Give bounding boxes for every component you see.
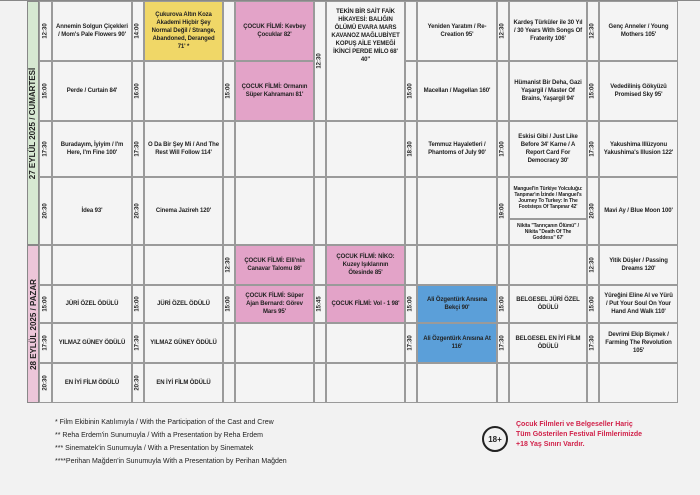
time-cell: 20:30 (39, 363, 52, 403)
time-cell: 12:30 (223, 245, 235, 285)
film-cell: Eskisi Gibi / Just Like Before 34' Karne / A Report Card For Democracy 30' (509, 121, 587, 177)
footnote: ** Reha Erdem'in Sunumuyla / With a Presentation by Reha Erdem (55, 432, 263, 439)
time-cell: 17:30 (132, 121, 144, 177)
film-cell: Perde / Curtain 84' (52, 61, 132, 121)
award-cell: YILMAZ GÜNEY ÖDÜLÜ (144, 323, 223, 363)
empty-cell (326, 121, 405, 177)
time-cell: 15:00 (405, 285, 417, 323)
time-cell: 15:00 (223, 285, 235, 323)
time-cell: 17:30 (587, 323, 599, 363)
age-limit-badge: 18+ (482, 426, 508, 452)
time-cell: 15:45 (314, 285, 326, 323)
children-film-cell: ÇOCUK FİLMİ: Kevbey Çocuklar 82' (235, 1, 314, 61)
film-cell: Annemin Solgun Çiçekleri / Mom's Pale Flowers 90' (52, 1, 132, 61)
film-cell: Cinema Jazireh 120' (144, 177, 223, 245)
time-cell: 12:30 (497, 1, 509, 61)
empty-cell (144, 245, 223, 285)
empty-cell (144, 61, 223, 121)
age-warning-line: Çocuk Filmleri ve Belgeseller Hariç (516, 421, 633, 428)
time-cell: 15:00 (39, 61, 52, 121)
time-cell: 20:30 (39, 177, 52, 245)
time-cell (405, 363, 417, 403)
day-label-sunday: 28 EYLÜL 2025 / PAZAR (27, 245, 39, 403)
empty-cell (599, 363, 678, 403)
time-cell: 15:00 (405, 61, 417, 121)
time-cell: 12:30 (39, 1, 52, 61)
film-cell: Macellan / Magellan 160' (417, 61, 497, 121)
children-film-cell: ÇOCUK FİLMİ: Elli'nin Canavar Talomu 86' (235, 245, 314, 285)
time-cell: 17:30 (587, 121, 599, 177)
award-cell: EN İYİ FİLM ÖDÜLÜ (144, 363, 223, 403)
empty-cell (326, 363, 405, 403)
empty-cell (509, 245, 587, 285)
time-cell: 15:00 (587, 285, 599, 323)
award-cell: BELGESEL JÜRİ ÖZEL ÖDÜLÜ (509, 285, 587, 323)
empty-cell (509, 363, 587, 403)
empty-cell (326, 323, 405, 363)
film-cell: Yakushima Illüzyonu Yakushima's Illusion 122' (599, 121, 678, 177)
film-cell: Devrimi Ekip Biçmek / Farming The Revolution 105' (599, 323, 678, 363)
empty-cell (417, 245, 497, 285)
tribute-film-cell: Ali Özgentürk Anısına At 116' (417, 323, 497, 363)
time-cell: 17:30 (39, 121, 52, 177)
time-cell: 17:30 (497, 323, 509, 363)
time-cell: 15:00 (587, 61, 599, 121)
age-warning-line: Tüm Gösterilen Festival Filmlerimizde (516, 431, 643, 438)
time-cell: 15:00 (132, 285, 144, 323)
award-cell: BELGESEL EN İYİ FİLM ÖDÜLÜ (509, 323, 587, 363)
time-cell: 15:00 (497, 285, 509, 323)
day-label-saturday: 27 EYLÜL 2025 / CUMARTESİ (27, 1, 39, 245)
film-cell: Yüreğini Eline Al ve Yürü / Put Your Soul On Your Hand And Walk 110' (599, 285, 678, 323)
children-film-cell: ÇOCUK FİLMİ: NİKO: Kuzey Işıklarının Ötesinde 85' (326, 245, 405, 285)
time-cell (314, 323, 326, 363)
time-cell (405, 1, 417, 61)
film-cell: Yeniden Yaratım / Re-Creation 95' (417, 1, 497, 61)
time-cell (223, 121, 235, 177)
award-cell: JÜRİ ÖZEL ÖDÜLÜ (144, 285, 223, 323)
time-cell: 17:30 (405, 323, 417, 363)
age-warning (516, 420, 686, 450)
time-cell (223, 1, 235, 61)
time-cell: 12:30 (314, 1, 326, 121)
time-cell (314, 177, 326, 245)
time-cell (223, 323, 235, 363)
time-cell: 20:30 (587, 177, 599, 245)
film-cell-highlight: Çukurova Altın Koza Akademi Hiçbir Şey Normal Değil / Strange, Abandoned, Deranged 71' * (144, 1, 223, 61)
children-film-cell: ÇOCUK FİLMİ: Ormanın Süper Kahramanı 81' (235, 61, 314, 121)
film-cell: İdea 93' (52, 177, 132, 245)
time-cell: 20:30 (132, 177, 144, 245)
award-cell: EN İYİ FİLM ÖDÜLÜ (52, 363, 132, 403)
film-cell: Yitik Düşler / Passing Dreams 120' (599, 245, 678, 285)
time-cell: 15:00 (39, 285, 52, 323)
film-cell: Manguel'in Türkiye Yolculuğu: Tanpınar'ın İzinde / Manguel's Journey To Turkey: In The Footsteps Of Tanpınar 42' (509, 177, 587, 219)
time-cell: 15:00 (223, 61, 235, 121)
time-cell: 17:30 (39, 323, 52, 363)
time-cell (314, 121, 326, 177)
footnote: *** Sinematek'in Sunumuyla / With a Presentation by Sinematek (55, 445, 254, 452)
time-cell: 20:30 (132, 363, 144, 403)
award-cell: JÜRİ ÖZEL ÖDÜLÜ (52, 285, 132, 323)
empty-cell (326, 177, 405, 245)
footnote: ****Perihan Mağden'in Sunumuyla With a Presentation by Perihan Mağden (55, 458, 287, 465)
time-cell: 17:00 (497, 121, 509, 177)
time-cell (223, 363, 235, 403)
film-cell-shorts: TEKİN BİR SAİT FAİK HİKAYESİ: BALIĞIN ÖLÜMÜ EVARA MARS KAVANOZ MAĞLUBİYET KOPUŞ AİLE YEMEĞİ İKİNCİ PERDE MİLO 68' 40" (326, 1, 405, 121)
empty-cell (52, 245, 132, 285)
time-cell: 14:00 (132, 1, 144, 61)
film-cell: Temmuz Hayaletleri / Phantoms of July 90' (417, 121, 497, 177)
time-cell (497, 363, 509, 403)
film-cell: Kardeş Türküler ile 30 Yıl / 30 Years With Songs Of Fraterity 106' (509, 1, 587, 61)
empty-cell (235, 323, 314, 363)
children-film-cell: ÇOCUK FİLMİ: Vol - 1 98' (326, 285, 405, 323)
time-cell (223, 177, 235, 245)
time-cell (132, 245, 144, 285)
time-cell (405, 245, 417, 285)
age-warning-line: +18 Yaş Sınırı Vardır. (516, 441, 585, 448)
time-cell (405, 177, 417, 245)
film-cell: Vedediliniş Gökyüzü Promised Sky 95' (599, 61, 678, 121)
time-cell: 19:00 (497, 177, 509, 245)
time-cell: 12:30 (587, 245, 599, 285)
time-cell (314, 363, 326, 403)
film-cell: Nikita "Tanrıçanın Ölümü" / Nikita "Death Of The Goddess" 67' (509, 219, 587, 245)
time-cell: 18:30 (405, 121, 417, 177)
empty-cell (235, 363, 314, 403)
tribute-film-cell: Ali Özgentürk Anısına Bekçi 90' (417, 285, 497, 323)
empty-cell (235, 121, 314, 177)
empty-cell (417, 363, 497, 403)
footnote: * Film Ekibinin Katılımıyla / With the Participation of the Cast and Crew (55, 419, 274, 426)
children-film-cell: ÇOCUK FİLMİ: Süper Ajan Bernard: Görev Mars 95' (235, 285, 314, 323)
time-cell: 17:30 (132, 323, 144, 363)
time-cell (497, 245, 509, 285)
film-cell: O Da Bir Şey Mi / And The Rest Will Follow 114' (144, 121, 223, 177)
time-cell: 16:00 (132, 61, 144, 121)
film-cell: Genç Anneler / Young Mothers 105' (599, 1, 678, 61)
empty-cell (235, 177, 314, 245)
empty-cell (417, 177, 497, 245)
time-cell (497, 61, 509, 121)
film-cell: Mavi Ay / Blue Moon 100' (599, 177, 678, 245)
time-cell (587, 363, 599, 403)
film-cell: Hümanist Bir Deha, Gazi Yaşargil / Master Of Brains, Yaşargil 94' (509, 61, 587, 121)
film-cell: Buradayım, İyiyim / I'm Here, I'm Fine 100' (52, 121, 132, 177)
time-cell: 12:30 (587, 1, 599, 61)
time-cell (314, 245, 326, 285)
award-cell: YILMAZ GÜNEY ÖDÜLÜ (52, 323, 132, 363)
time-cell (39, 245, 52, 285)
